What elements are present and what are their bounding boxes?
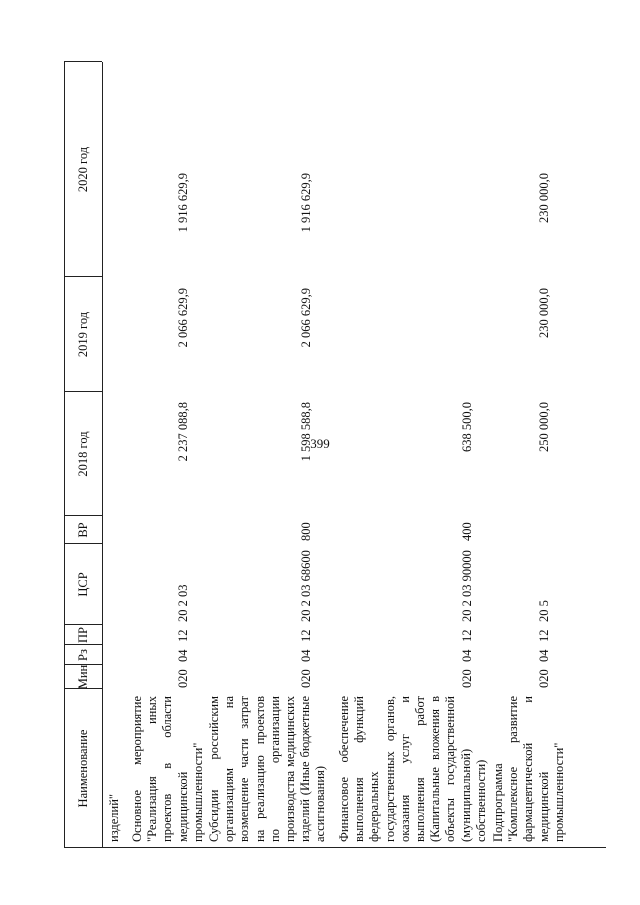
row-vr: 800 (299, 522, 313, 541)
row-name: Подпрограмма "Комплексное развитие фармацевтической и медицинской промышленности" (491, 696, 566, 842)
row-2019: 2 066 629,9 (299, 288, 313, 348)
row-rz: 04 (299, 649, 313, 662)
row-name: Субсидии российским организациям на возмещение части затрат на реализацию проектов по организации производства медицинских изделий (Иные бюджетные ассигнования) (207, 696, 328, 842)
row-vr: 400 (460, 522, 474, 541)
row-2020: 230 000,0 (537, 173, 551, 223)
table-left-border (64, 847, 606, 848)
row-rz: 04 (176, 649, 190, 662)
row-pr: 12 (176, 629, 190, 642)
row-rz: 04 (460, 649, 474, 662)
row-csr: 20 2 03 (176, 584, 190, 622)
header-2018: 2018 год (75, 431, 90, 477)
row-rz: 04 (537, 649, 551, 662)
header-bottom-border (102, 62, 103, 848)
row-pr: 12 (460, 629, 474, 642)
row-name: Финансовое обеспечение выполнения функций федеральных государственных органов, оказания услуг и выполнения работ (Капитальные вложения в объекты государственной (муниципальной) собственности) (337, 696, 488, 842)
row-2019: 2 066 629,9 (176, 288, 190, 348)
row-2018: 250 000,0 (537, 402, 551, 452)
header-csr: ЦСР (75, 572, 90, 597)
row-min: 020 (537, 669, 551, 688)
row-csr: 20 2 03 90000 (460, 550, 474, 622)
row-2018: 1 598 588,8 (299, 402, 313, 462)
page-number: 399 (310, 436, 330, 451)
row-pr: 12 (299, 629, 313, 642)
row-csr: 20 2 03 68600 (299, 550, 313, 622)
header-vr: ВР (75, 522, 90, 538)
header-pr: ПР (75, 627, 90, 643)
row-2020: 1 916 629,9 (176, 173, 190, 233)
row-min: 020 (460, 669, 474, 688)
carryover-text: изделий" (107, 793, 121, 842)
row-2018: 2 237 088,8 (176, 402, 190, 462)
row-name: Основное мероприятие "Реализация иных проектов в области медицинской промышленности" (130, 696, 205, 842)
header-rz: Рз (75, 649, 90, 661)
budget-table (64, 62, 606, 848)
row-2019: 230 000,0 (537, 288, 551, 338)
row-2018: 638 500,0 (460, 402, 474, 452)
header-2020: 2020 год (75, 146, 90, 193)
row-min: 020 (299, 669, 313, 688)
header-name: Наименование (75, 729, 90, 808)
row-min: 020 (176, 669, 190, 688)
row-pr: 12 (537, 629, 551, 642)
row-2020: 1 916 629,9 (299, 173, 313, 233)
row-csr: 20 5 (537, 600, 551, 622)
header-min: Мин (75, 664, 90, 690)
header-2019: 2019 год (75, 311, 90, 358)
